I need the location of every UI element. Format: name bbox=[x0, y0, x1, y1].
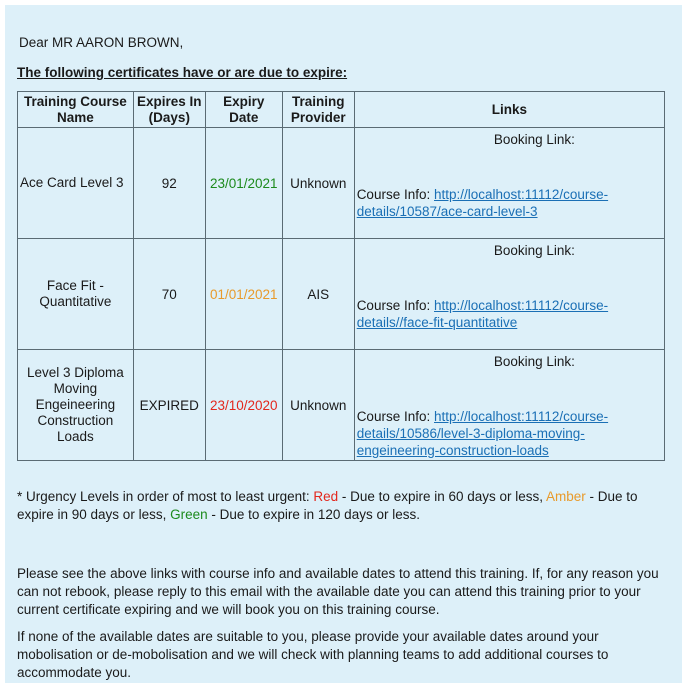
expires-in-days: 70 bbox=[133, 239, 205, 350]
table-row bbox=[18, 350, 665, 461]
certificates-table bbox=[17, 91, 665, 461]
table-header-row bbox=[18, 92, 665, 128]
links-cell bbox=[354, 350, 664, 461]
course-name: Level 3 Diploma Moving Engeineering Construction Loads bbox=[18, 350, 134, 461]
urgency-amber-label: Amber bbox=[546, 489, 586, 504]
expires-in-days: EXPIRED bbox=[133, 350, 205, 461]
header-expires-in: Expires In (Days) bbox=[133, 92, 205, 128]
course-info-label: Course Info: bbox=[356, 298, 431, 313]
urgency-green-label: Green bbox=[170, 507, 208, 522]
booking-link-label: Booking Link: bbox=[493, 243, 575, 258]
expiry-heading: The following certificates have or are due to expire: bbox=[17, 65, 348, 80]
header-course-name: Training Course Name bbox=[18, 92, 134, 128]
course-name: Ace Card Level 3 bbox=[18, 128, 134, 239]
course-info bbox=[357, 408, 662, 459]
urgency-note bbox=[17, 488, 667, 524]
course-name: Face Fit - Quantitative bbox=[18, 239, 134, 350]
links-cell bbox=[354, 239, 664, 350]
expiry-date: 23/10/2020 bbox=[205, 350, 282, 461]
expiry-date: 23/01/2021 bbox=[205, 128, 282, 239]
course-info bbox=[357, 186, 662, 220]
urgency-red-label: Red bbox=[313, 489, 339, 504]
course-info bbox=[357, 297, 662, 331]
rebook-paragraph: Please see the above links with course info and available dates to attend this training. If, for any reason you can not rebook, please reply to this email with the available date you can attend this training prior to your current certificate expiring and we will book you on this training course. bbox=[17, 566, 659, 617]
greeting: Dear MR AARON BROWN, bbox=[19, 35, 184, 50]
header-links: Links bbox=[354, 92, 664, 128]
availability-paragraph: If none of the available dates are suitable to you, please provide your available dates around your mobolisation or de-mobolisation and we will check with planning teams to add additional courses to accommodate you. bbox=[17, 629, 609, 680]
urgency-green-text: - Due to expire in 120 days or less. bbox=[207, 507, 420, 522]
training-provider: AIS bbox=[282, 239, 354, 350]
urgency-red-text: - Due to expire in 60 days or less, bbox=[338, 489, 547, 504]
course-info-label: Course Info: bbox=[356, 409, 431, 424]
header-expiry-date: Expiry Date bbox=[205, 92, 282, 128]
table-row bbox=[18, 128, 665, 239]
course-info-link[interactable]: http://localhost:11112/course-details//face-fit-quantitative bbox=[356, 298, 609, 330]
booking-link-label: Booking Link: bbox=[493, 132, 575, 147]
urgency-amber-text: - Due to expire in 90 days or less, bbox=[17, 489, 638, 522]
training-provider: Unknown bbox=[282, 128, 354, 239]
course-info-link[interactable]: http://localhost:11112/course-details/10587/ace-card-level-3 bbox=[356, 187, 609, 219]
urgency-prefix: * Urgency Levels in order of most to least urgent: bbox=[17, 489, 314, 504]
course-info-link[interactable]: http://localhost:11112/course-details/10586/level-3-diploma-moving-engeineering-construction-loads bbox=[356, 409, 609, 458]
links-cell bbox=[354, 128, 664, 239]
expires-in-days: 92 bbox=[133, 128, 205, 239]
course-info-label: Course Info: bbox=[356, 187, 431, 202]
email-body bbox=[5, 5, 682, 683]
expiry-date: 01/01/2021 bbox=[205, 239, 282, 350]
header-training-provider: Training Provider bbox=[282, 92, 354, 128]
table-row bbox=[18, 239, 665, 350]
booking-link-label: Booking Link: bbox=[493, 354, 575, 369]
training-provider: Unknown bbox=[282, 350, 354, 461]
